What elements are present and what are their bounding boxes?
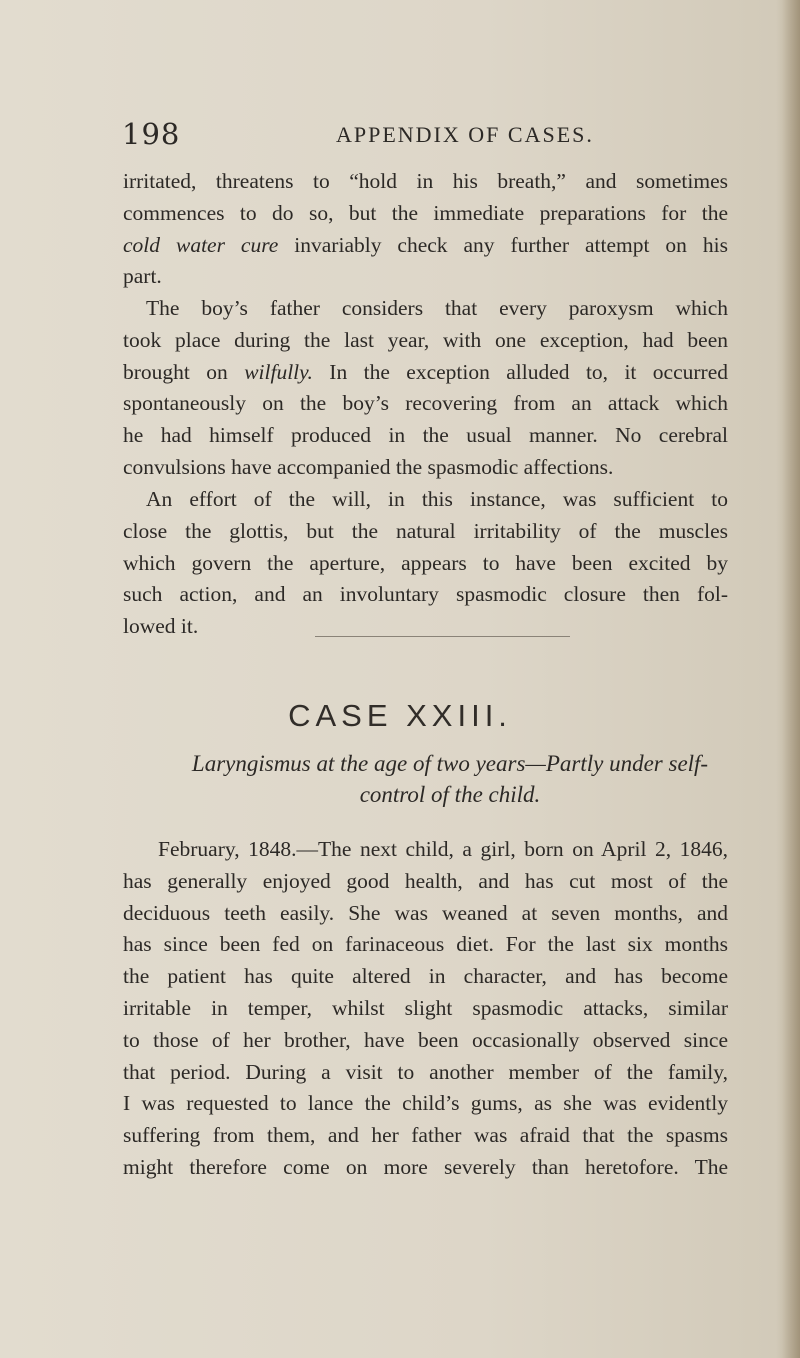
text-line: convulsions have accompanied the spasmodic affections.: [123, 454, 614, 479]
text-line: lowed it.: [123, 614, 199, 639]
page-edge-shadow: [782, 0, 800, 1358]
text-segment: invariably check any further attempt on his: [278, 232, 728, 257]
running-head: APPENDIX OF CASES.: [336, 122, 594, 147]
page-number: 198: [122, 117, 181, 151]
text-line: spontaneously on the boy’s recovering from an attack which: [123, 391, 728, 416]
text-line: the patient has quite altered in character, and has become: [123, 964, 728, 989]
text-line: An effort of the will, in this instance, was sufficient to: [146, 487, 728, 511]
text-line: might therefore come on more severely than heretofore. The: [123, 1154, 728, 1179]
text-line: has generally enjoyed good health, and has cut most of the: [123, 868, 728, 893]
section-divider: [315, 636, 570, 637]
paragraph-february: [123, 834, 728, 1184]
text-line: suffering from them, and her father was afraid that the spasms: [123, 1123, 728, 1148]
text-line: commences to do so, but the immediate preparations for the: [123, 200, 728, 225]
text-line: [123, 357, 728, 389]
text-segment: In the exception alluded to, it occurred: [312, 359, 729, 384]
text-line: deciduous teeth easily. She was weaned at seven months, and: [123, 900, 728, 925]
text-line: to those of her brother, have been occasionally observed since: [123, 1027, 728, 1052]
case-subtitle: [150, 748, 750, 810]
paragraph-effort: [123, 484, 728, 643]
text-line: part.: [123, 264, 162, 289]
subtitle-line: control of the child.: [359, 782, 541, 807]
text-line: [123, 230, 728, 262]
page-header: [122, 117, 682, 157]
text-line: February, 1848.—The next child, a girl, born on April 2, 1846,: [158, 837, 728, 861]
text-line: such action, and an involuntary spasmodic closure then fol-: [123, 582, 728, 607]
italic-text: cold water cure: [123, 232, 279, 257]
paragraph-father: [123, 293, 728, 484]
text-line: irritable in temper, whilst slight spasmodic attacks, similar: [123, 995, 728, 1020]
text-line: close the glottis, but the natural irritability of the muscles: [123, 518, 728, 543]
text-line: I was requested to lance the child’s gums, as she was evidently: [123, 1091, 728, 1116]
text-line: that period. During a visit to another member of the family,: [123, 1059, 728, 1084]
text-line: took place during the last year, with one exception, had been: [123, 327, 728, 352]
text-line: irritated, threatens to “hold in his breath,” and sometimes: [123, 169, 728, 193]
paragraph-continued: [123, 166, 728, 293]
case-heading: CASE XXIII.: [288, 698, 512, 733]
text-line: he had himself produced in the usual manner. No cerebral: [123, 423, 728, 448]
subtitle-line: Laryngismus at the age of two years—Partly under self-: [191, 751, 709, 776]
text-line: The boy’s father considers that every paroxysm which: [146, 296, 728, 320]
text-line: which govern the aperture, appears to have been excited by: [123, 550, 728, 575]
text-segment: brought on: [123, 359, 245, 384]
text-line: has since been fed on farinaceous diet. For the last six months: [123, 932, 728, 957]
italic-text: wilfully.: [244, 359, 313, 384]
